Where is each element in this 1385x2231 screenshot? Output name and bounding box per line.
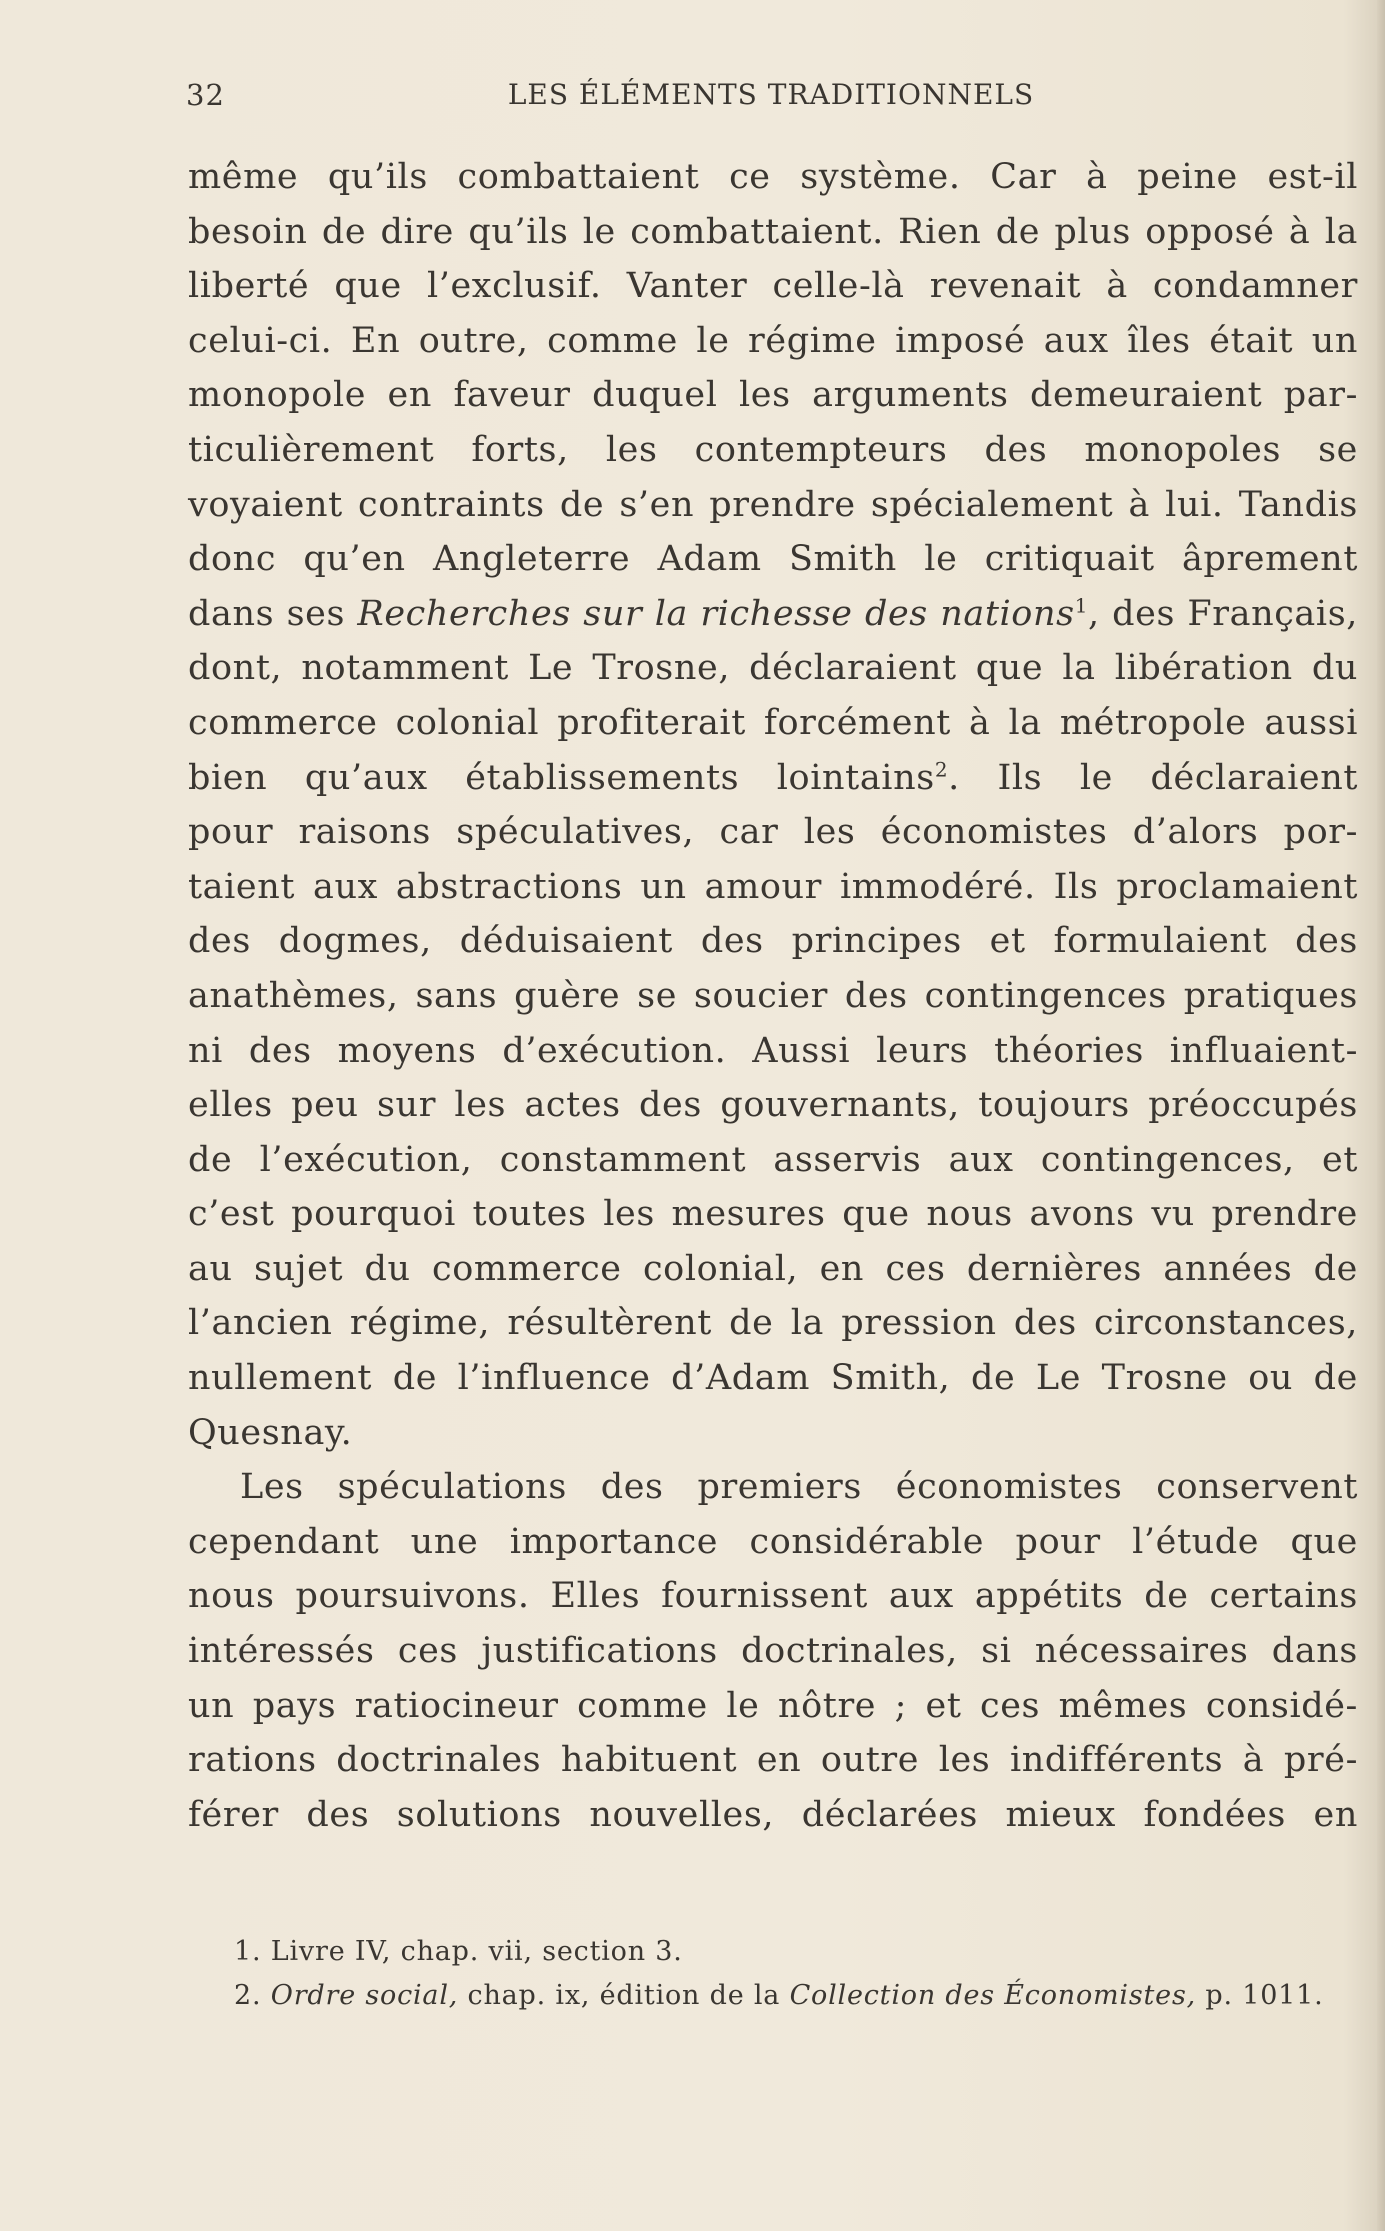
page-edge bbox=[1377, 0, 1385, 2231]
text-line: dont, notamment Le Trosne, déclaraient que la libération du bbox=[188, 648, 1358, 689]
text-line: férer des solutions nouvelles, déclarées mieux fondées en bbox=[188, 1794, 1358, 1835]
text-line: elles peu sur les actes des gouvernants, toujours préoccupés bbox=[188, 1085, 1358, 1126]
text-line: commerce colonial profiterait forcément à la métropole aussi bbox=[188, 702, 1358, 743]
text-line: monopole en faveur duquel les arguments demeuraient par- bbox=[188, 375, 1358, 416]
footnote-text: Livre IV, chap. vii, section 3. bbox=[270, 1936, 683, 1967]
text-line: voyaient contraints de s’en prendre spécialement à lui. Tandis bbox=[188, 484, 1358, 525]
text-line: des dogmes, déduisaient des principes et formulaient des bbox=[188, 921, 1358, 962]
text-line: ni des moyens d’exécution. Aussi leurs théories influaient- bbox=[188, 1030, 1358, 1071]
footnote-reference: 1 bbox=[1074, 593, 1089, 618]
footnote-1 bbox=[234, 1930, 1364, 1974]
text-line: intéressés ces justifications doctrinales, si nécessaires dans bbox=[188, 1631, 1358, 1672]
text-line: liberté que l’exclusif. Vanter celle-là revenait à condamner bbox=[188, 266, 1358, 307]
text-fragment: dans ses bbox=[188, 593, 358, 634]
text-line: nullement de l’influence d’Adam Smith, de Le Trosne ou de bbox=[188, 1358, 1358, 1399]
text-line: pour raisons spéculatives, car les économistes d’alors por- bbox=[188, 812, 1358, 853]
footnotes bbox=[234, 1930, 1364, 2018]
text-line: celui-ci. En outre, comme le régime imposé aux îles était un bbox=[188, 320, 1358, 361]
book-title-italic: Recherches sur la richesse des nations bbox=[357, 593, 1075, 634]
body-text bbox=[188, 150, 1358, 1842]
text-line-with-note bbox=[188, 751, 1358, 806]
footnote-number: 1. bbox=[234, 1936, 262, 1967]
footnote-number: 2. bbox=[234, 1980, 262, 2011]
text-line: de l’exécution, constamment asservis aux contingences, et bbox=[188, 1139, 1358, 1180]
text-fragment: . Ils le déclaraient bbox=[948, 757, 1358, 798]
footnote-reference: 2 bbox=[934, 756, 949, 781]
text-line: au sujet du commerce colonial, en ces dernières années de bbox=[188, 1248, 1358, 1289]
text-line: rations doctrinales habituent en outre les indifférents à pré- bbox=[188, 1740, 1358, 1781]
text-line: un pays ratiocineur comme le nôtre ; et ces mêmes considé- bbox=[188, 1685, 1358, 1726]
paragraph-end-line: Quesnay. bbox=[188, 1412, 353, 1453]
text-line: taient aux abstractions un amour immodéré. Ils proclamaient bbox=[188, 866, 1358, 907]
text-fragment: bien qu’aux établissements lointains bbox=[188, 757, 935, 798]
footnote-collection-italic: Collection des Économistes, bbox=[789, 1980, 1196, 2011]
page-number: 32 bbox=[186, 78, 225, 112]
text-line: cependant une importance considérable pour l’étude que bbox=[188, 1521, 1358, 1562]
footnote-title-italic: Ordre social, bbox=[270, 1980, 459, 2011]
text-line: même qu’ils combattaient ce système. Car à peine est-il bbox=[188, 157, 1358, 197]
text-line-with-note bbox=[188, 587, 1358, 642]
footnote-text: chap. ix, édition de la bbox=[458, 1980, 790, 2011]
running-title: LES ÉLÉMENTS TRADITIONNELS bbox=[507, 78, 1035, 111]
text-line: l’ancien régime, résultèrent de la pression des circonstances, bbox=[188, 1303, 1358, 1344]
text-line: besoin de dire qu’ils le combattaient. Rien de plus opposé à la bbox=[188, 211, 1358, 252]
text-fragment: , des Français, bbox=[1088, 593, 1358, 634]
text-line: donc qu’en Angleterre Adam Smith le critiquait âprement bbox=[188, 539, 1358, 580]
text-line: anathèmes, sans guère se soucier des contingences pratiques bbox=[188, 975, 1358, 1016]
footnote-text: p. 1011. bbox=[1195, 1980, 1324, 2011]
footnote-2 bbox=[234, 1974, 1364, 2018]
text-line: ticulièrement forts, les contempteurs des monopoles se bbox=[188, 429, 1358, 470]
page-header bbox=[186, 78, 1356, 118]
text-line: nous poursuivons. Elles fournissent aux appétits de certains bbox=[188, 1576, 1358, 1617]
text-line: c’est pourquoi toutes les mesures que nous avons vu prendre bbox=[188, 1194, 1358, 1235]
paragraph-start-line: Les spéculations des premiers économistes conservent bbox=[240, 1467, 1358, 1508]
